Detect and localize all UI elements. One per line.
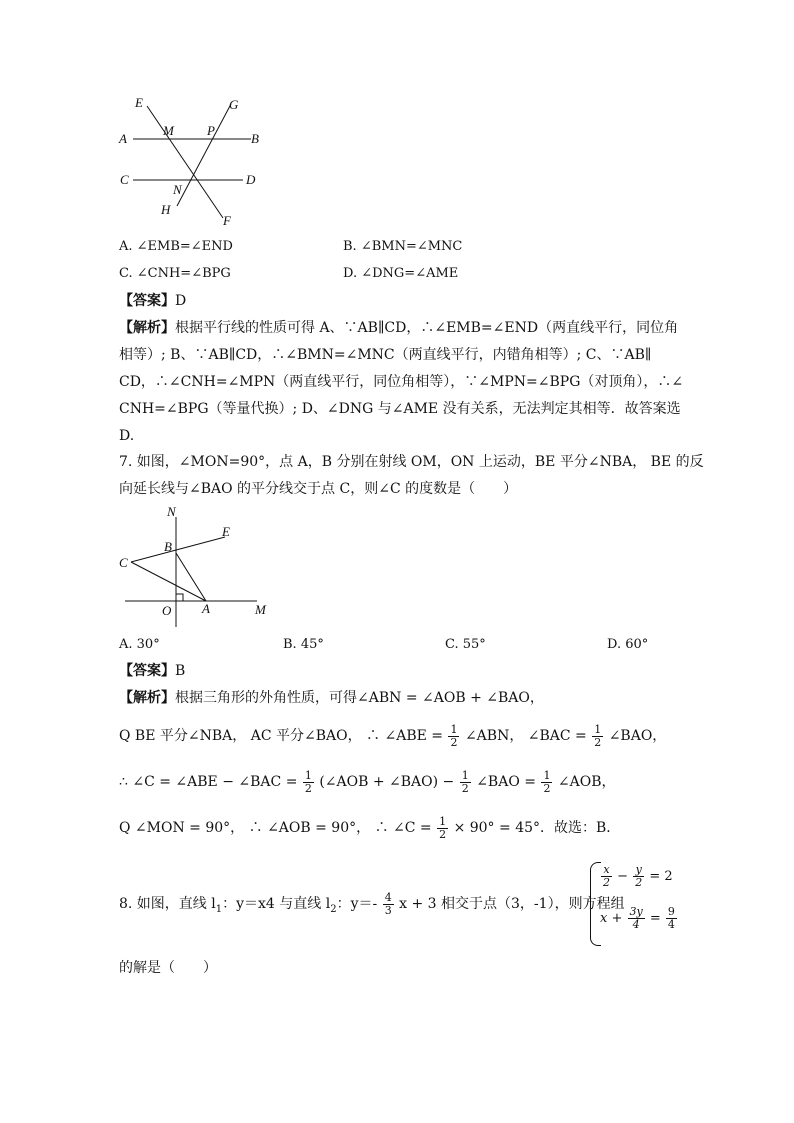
q7-l2-part-c: ∠BAO，: [608, 728, 667, 744]
fraction-denominator: 2: [603, 876, 610, 889]
q7-analysis-line-1: [119, 688, 544, 708]
fraction-one-half: [448, 724, 459, 749]
q7-l4-part-a: Q ∠MON = 90°， ∴ ∠AOB = 90°， ∴ ∠C =: [119, 820, 432, 836]
q7-option-b: B. 45°: [283, 637, 324, 652]
label-c: C: [119, 555, 128, 570]
fraction-x-over-2: [601, 864, 612, 889]
q6-analysis-line-3: CD，∴∠CNH=∠MPN（两直线平行，同位角相等），∵∠MPN=∠BPG（对顶角），∴∠: [119, 374, 684, 390]
equation-row-2: [600, 906, 678, 931]
q7-answer: [119, 661, 185, 681]
label-f: F: [223, 213, 231, 228]
label-m: M: [255, 602, 266, 617]
q7-stem-line-2: 向延长线与∠BAO 的平分线交于点 C，则∠C 的度数是（ ）: [119, 481, 518, 497]
segment-ce: [131, 537, 225, 562]
q6-analysis-line-1: [119, 318, 678, 338]
fraction-one-half: [592, 724, 603, 749]
equals-sign: =: [649, 911, 661, 926]
fraction-9-over-4: [666, 906, 677, 931]
fraction-numerator: 1: [304, 768, 312, 782]
q6-option-b: B. ∠BMN=∠MNC: [343, 239, 463, 254]
equation-row-1: [600, 864, 673, 889]
fraction-3y-over-4: [628, 906, 645, 931]
fraction-numerator: 1: [450, 722, 458, 736]
fraction-numerator: 1: [594, 722, 602, 736]
fraction-denominator: 2: [543, 781, 551, 795]
label-h: H: [161, 202, 171, 217]
label-p: P: [207, 123, 215, 138]
q7-option-a: A. 30°: [119, 637, 160, 652]
fraction-numerator: y: [633, 864, 644, 877]
label-b: B: [251, 131, 259, 146]
label-n: N: [173, 182, 182, 197]
segment-ca: [131, 562, 206, 601]
fraction-denominator: 2: [439, 827, 447, 841]
fraction-denominator: 2: [304, 781, 312, 795]
label-n: N: [167, 504, 176, 519]
q7-stem-line-1: 7. 如图，∠MON=90°，点 A，B 分别在射线 OM，ON 上运动，BE 平分∠NBA， BE 的反: [119, 454, 704, 470]
q6-analysis-text-1: 根据平行线的性质可得 A、∵AB∥CD，∴∠EMB=∠END（两直线平行，同位角: [175, 320, 679, 336]
q7-analysis-label: 【解析】: [119, 690, 175, 706]
q7-l3-part-d: ∠AOB，: [557, 774, 616, 790]
q7-analysis-line-4: [119, 814, 620, 842]
angle-bisector-figure: [115, 503, 275, 628]
q8-subscript-2: 2: [330, 903, 337, 915]
q8-stem-line-1: [119, 890, 625, 924]
fraction-one-half: [303, 770, 314, 795]
q7-answer-label: 【答案】: [119, 663, 175, 679]
fraction-numerator: 4: [384, 890, 392, 904]
minus-sign: −: [617, 869, 629, 884]
q7-l3-part-a: ∴ ∠C = ∠ABE − ∠BAC =: [119, 774, 298, 790]
fraction-denominator: 4: [667, 918, 675, 931]
fraction-denominator: 2: [461, 781, 469, 795]
q7-answer-value: B: [175, 663, 186, 679]
label-g: G: [229, 97, 239, 112]
fraction-denominator: 2: [450, 735, 458, 749]
fraction-numerator: 1: [543, 768, 551, 782]
fraction-denominator: 4: [632, 918, 640, 931]
fraction-numerator: 1: [461, 768, 469, 782]
fraction-numerator: 1: [439, 814, 447, 828]
q6-option-c: C. ∠CNH=∠BPG: [119, 266, 231, 281]
label-b: B: [164, 539, 172, 554]
fraction-numerator: 9: [667, 905, 675, 918]
fraction-one-half: [437, 816, 448, 841]
q6-answer-value: D: [175, 293, 187, 309]
q7-l4-part-b: × 90° = 45°．故选：B．: [453, 820, 621, 836]
q6-analysis-line-2: 相等）; B、∵AB∥CD，∴∠BMN=∠MNC（两直线平行，内错角相等）; C、∵AB∥: [119, 347, 652, 363]
q7-l3-part-c: ∠BAO =: [476, 774, 536, 790]
equation-row-2-lhs: x +: [600, 911, 623, 926]
q8-stem-part-d: x + 3 相交于点（3，-1），则方程组: [399, 896, 625, 912]
q7-l2-part-b: ∠ABN， ∠BAC =: [464, 728, 587, 744]
q7-analysis-line-3: [119, 768, 616, 796]
q6-answer: [119, 291, 186, 311]
q7-option-c: C. 55°: [445, 637, 486, 652]
q8-stem-part-a: 8. 如图，直线 l: [119, 896, 216, 912]
label-d: D: [246, 172, 256, 187]
q6-option-a: A. ∠EMB=∠END: [119, 239, 233, 254]
fraction-one-half: [541, 770, 552, 795]
fraction-one-half: [460, 770, 471, 795]
q8-subscript-1: 1: [215, 903, 223, 915]
label-a: A: [119, 131, 127, 146]
q7-option-d: D. 60°: [607, 637, 649, 652]
fraction-four-thirds: [383, 892, 394, 917]
q7-analysis-line-2: [119, 722, 666, 750]
label-e: E: [135, 95, 143, 110]
fraction-numerator: 3y: [629, 905, 643, 918]
q8-stem-part-b: ：y＝x4 与直线 l: [222, 896, 331, 912]
fraction-denominator: 3: [384, 903, 392, 917]
fraction-denominator: 2: [635, 876, 643, 889]
label-e: E: [222, 524, 230, 539]
q8-stem-line-2: 的解是（ ）: [119, 960, 217, 976]
q6-analysis-label: 【解析】: [119, 320, 175, 336]
fraction-denominator: 2: [594, 735, 602, 749]
label-a: A: [202, 601, 210, 616]
q6-option-d: D. ∠DNG=∠AME: [343, 266, 459, 281]
q7-l2-part-a: Q BE 平分∠NBA， AC 平分∠BAO， ∴ ∠ABE =: [119, 728, 444, 744]
q6-analysis-line-5: D.: [119, 428, 135, 444]
label-c: C: [120, 172, 129, 187]
q8-stem-part-c: ：y＝-: [336, 896, 378, 912]
equation-row-1-rhs: = 2: [649, 869, 673, 884]
label-o: O: [162, 603, 172, 618]
label-m: M: [163, 123, 174, 138]
fraction-y-over-2: [633, 864, 644, 889]
fraction-numerator: x: [601, 864, 612, 877]
q6-answer-label: 【答案】: [119, 293, 175, 309]
right-angle-mark: [176, 594, 183, 601]
q7-l3-part-b: (∠AOB + ∠BAO) −: [319, 774, 455, 790]
parallel-lines-figure: [115, 94, 275, 234]
q7-analysis-text-1: 根据三角形的外角性质，可得∠ABN = ∠AOB + ∠BAO，: [175, 690, 544, 706]
q6-analysis-line-4: CNH=∠BPG（等量代换）; D、∠DNG 与∠AME 没有关系，无法判定其相等．故答案选: [119, 401, 681, 417]
